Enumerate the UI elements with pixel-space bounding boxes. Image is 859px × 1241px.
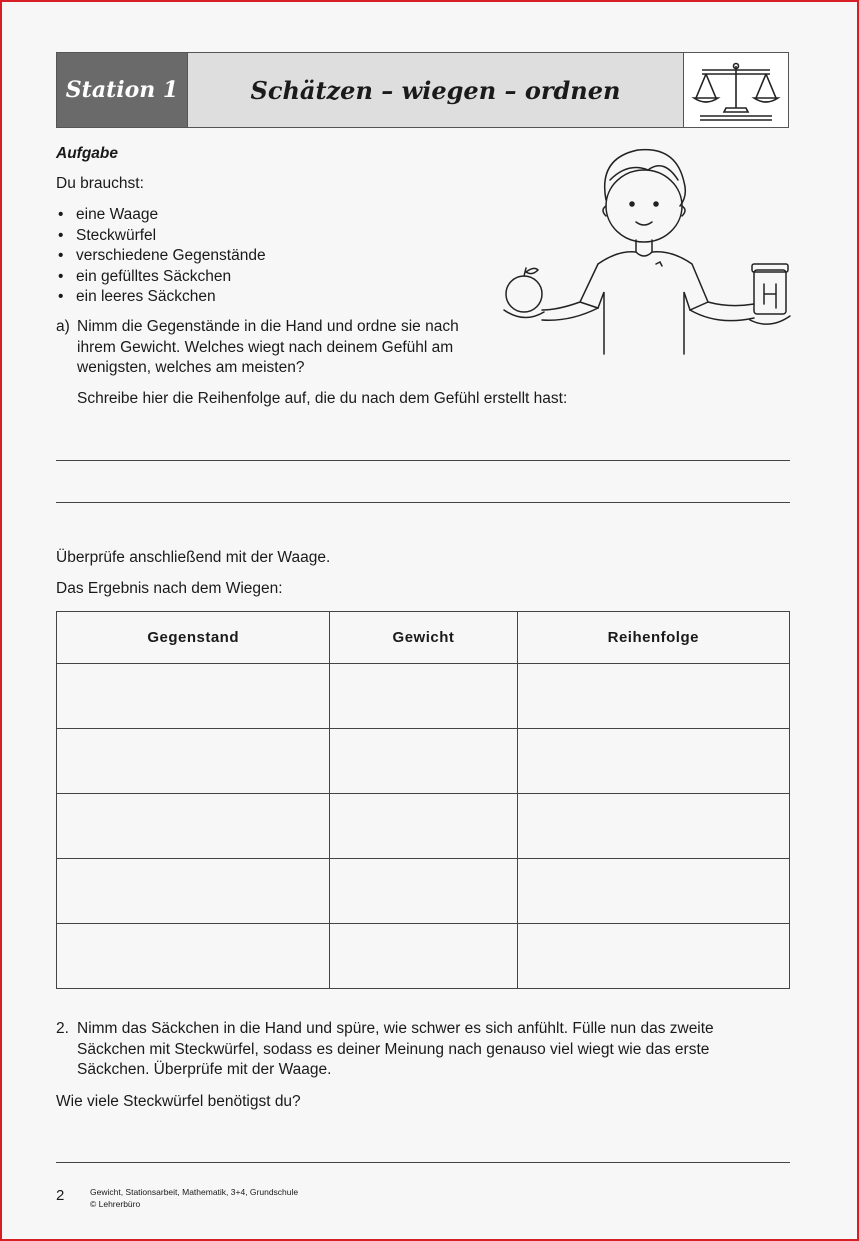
child-illustration	[498, 140, 794, 356]
answer-line[interactable]	[56, 502, 790, 503]
table-cell[interactable]	[330, 859, 517, 924]
table-cell[interactable]	[57, 859, 330, 924]
table-cell[interactable]	[330, 794, 517, 859]
table-row	[57, 664, 790, 729]
column-header-reihenfolge: Reihenfolge	[517, 612, 789, 664]
task-a-marker: a)	[56, 318, 70, 335]
task2-question: Wie viele Steckwürfel benötigst du?	[56, 1093, 301, 1110]
task-a-line-2: ihrem Gewicht. Welches wiegt nach deinem Gefühl am	[77, 339, 454, 356]
materials-list	[56, 205, 266, 308]
footer-line-1: Gewicht, Stationsarbeit, Mathematik, 3+4, Grundschule	[90, 1187, 299, 1197]
column-header-gewicht: Gewicht	[330, 612, 517, 664]
table-row	[57, 729, 790, 794]
table-cell[interactable]	[330, 664, 517, 729]
table-cell[interactable]	[57, 729, 330, 794]
task-a-line-3: wenigsten, welches am meisten?	[77, 359, 305, 376]
station-header	[56, 52, 789, 128]
list-item: • ein leeres Säckchen	[56, 287, 266, 308]
table-header-row	[57, 612, 790, 664]
results-table	[56, 611, 790, 989]
table-cell[interactable]	[57, 664, 330, 729]
table-row	[57, 924, 790, 989]
list-item: • Steckwürfel	[56, 226, 266, 247]
answer-line[interactable]	[56, 460, 790, 461]
footer-line-2: © Lehrerbüro	[90, 1199, 141, 1209]
need-label: Du brauchst:	[56, 175, 144, 192]
table-cell[interactable]	[517, 924, 789, 989]
footer-info	[90, 1186, 298, 1210]
list-item: • verschiedene Gegenstände	[56, 246, 266, 267]
station-label: Station 1	[57, 53, 188, 127]
footer-divider	[56, 1162, 790, 1163]
result-label: Das Ergebnis nach dem Wiegen:	[56, 580, 283, 597]
task2-line-1: Nimm das Säckchen in die Hand und spüre, wie schwer es sich anfühlt. Fülle nun das zweite	[77, 1020, 714, 1037]
table-row	[57, 859, 790, 924]
table-cell[interactable]	[517, 859, 789, 924]
task2-line-2: Säckchen mit Steckwürfel, sodass es deiner Meinung nach genauso viel wiegt wie das erste	[77, 1041, 710, 1058]
page-title: Schätzen – wiegen – ordnen	[188, 53, 684, 127]
page-number: 2	[56, 1187, 65, 1204]
balance-scale-icon	[684, 53, 788, 127]
task2-marker: 2.	[56, 1020, 69, 1037]
task-heading: Aufgabe	[56, 145, 118, 162]
table-cell[interactable]	[57, 794, 330, 859]
task2-line-3: Säckchen. Überprüfe mit der Waage.	[77, 1061, 332, 1078]
column-header-gegenstand: Gegenstand	[57, 612, 330, 664]
list-item: • eine Waage	[56, 205, 266, 226]
table-cell[interactable]	[330, 729, 517, 794]
table-cell[interactable]	[330, 924, 517, 989]
write-instruction: Schreibe hier die Reihenfolge auf, die du nach dem Gefühl erstellt hast:	[77, 390, 568, 407]
table-cell[interactable]	[517, 794, 789, 859]
list-item: • ein gefülltes Säckchen	[56, 267, 266, 288]
check-instruction: Überprüfe anschließend mit der Waage.	[56, 549, 331, 566]
task-a-line-1: Nimm die Gegenstände in die Hand und ordne sie nach	[77, 318, 459, 335]
table-row	[57, 794, 790, 859]
table-cell[interactable]	[517, 664, 789, 729]
table-cell[interactable]	[57, 924, 330, 989]
table-cell[interactable]	[517, 729, 789, 794]
